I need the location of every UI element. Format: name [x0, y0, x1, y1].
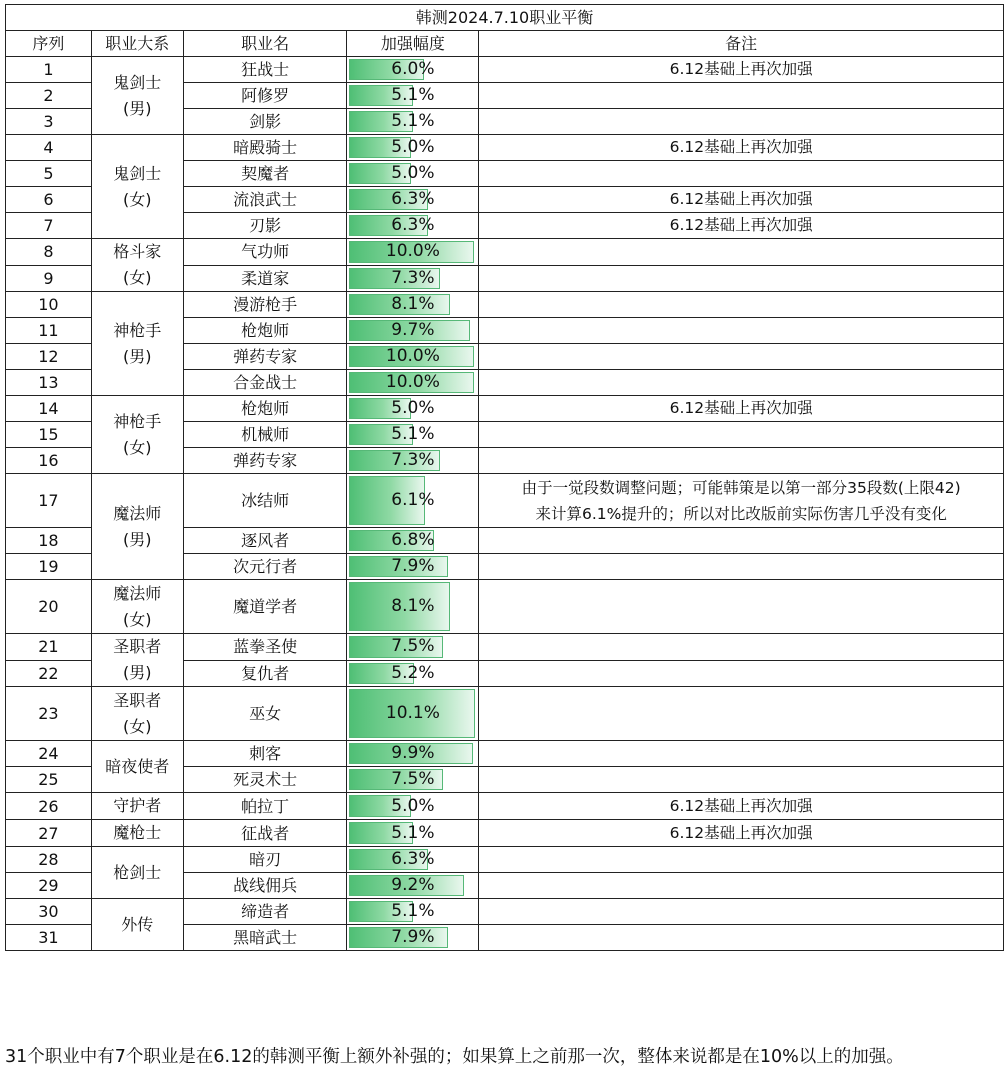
pct-value: 6.8%	[391, 530, 435, 550]
row-class-name: 漫游枪手	[183, 292, 347, 318]
note-text: 6.12基础上再次加强	[669, 60, 813, 78]
table-row	[6, 793, 1004, 820]
row-seq: 3	[6, 109, 92, 135]
row-note	[479, 292, 1004, 318]
category-label: 神枪手 (女)	[113, 411, 162, 457]
header-name: 职业名	[183, 31, 347, 57]
table-row	[6, 847, 1004, 873]
pct-value: 5.1%	[391, 111, 435, 131]
row-pct-cell	[347, 580, 479, 634]
row-seq: 4	[6, 135, 92, 161]
pct-value: 5.0%	[391, 137, 435, 157]
row-pct-cell	[347, 528, 479, 554]
row-note	[479, 767, 1004, 793]
row-seq: 16	[6, 448, 92, 474]
row-note	[479, 660, 1004, 687]
note-text: 6.12基础上再次加强	[669, 190, 813, 208]
row-pct-cell	[347, 83, 479, 109]
row-note	[479, 370, 1004, 396]
row-seq: 23	[6, 687, 92, 741]
row-category	[91, 580, 183, 634]
row-class-name: 合金战士	[183, 370, 347, 396]
row-note	[479, 820, 1004, 847]
row-pct-cell	[347, 660, 479, 687]
row-pct-cell	[347, 265, 479, 292]
row-pct-cell	[347, 820, 479, 847]
row-category	[91, 239, 183, 292]
row-seq: 13	[6, 370, 92, 396]
pct-value: 7.5%	[391, 636, 435, 657]
row-class-name: 战线佣兵	[183, 873, 347, 899]
row-pct-cell	[347, 109, 479, 135]
row-seq: 10	[6, 292, 92, 318]
row-seq: 18	[6, 528, 92, 554]
row-seq: 7	[6, 213, 92, 239]
pct-value: 5.0%	[391, 795, 435, 816]
row-seq: 6	[6, 187, 92, 213]
pct-value: 10.1%	[385, 703, 440, 723]
row-category	[91, 793, 183, 820]
row-seq: 15	[6, 422, 92, 448]
row-note	[479, 554, 1004, 580]
row-pct-cell	[347, 741, 479, 767]
footer-note: 31个职业中有7个职业是在6.12的韩测平衡上额外补强的；如果算上之前那一次，整体来说都是在10%以上的加强。	[5, 1047, 904, 1067]
row-pct-cell	[347, 370, 479, 396]
pct-value: 9.2%	[391, 875, 435, 895]
pct-value: 5.1%	[391, 822, 435, 843]
pct-value: 9.7%	[391, 320, 435, 340]
row-note	[479, 925, 1004, 951]
row-class-name: 蓝拳圣使	[183, 634, 347, 661]
header-note: 备注	[479, 31, 1004, 57]
row-pct-cell	[347, 767, 479, 793]
pct-value: 7.3%	[391, 450, 435, 470]
pct-value: 6.3%	[391, 215, 435, 235]
pct-value: 8.1%	[391, 294, 435, 314]
row-seq: 20	[6, 580, 92, 634]
row-note	[479, 187, 1004, 213]
table-title: 韩测2024.7.10职业平衡	[6, 5, 1004, 31]
row-class-name: 枪炮师	[183, 396, 347, 422]
table-row	[6, 135, 1004, 161]
category-label: 格斗家 (女)	[113, 242, 162, 287]
row-pct-cell	[347, 793, 479, 820]
row-category	[91, 741, 183, 793]
row-seq: 28	[6, 847, 92, 873]
row-note	[479, 873, 1004, 899]
header-pct: 加强幅度	[347, 31, 479, 57]
row-pct-cell	[347, 57, 479, 83]
pct-value: 8.1%	[391, 596, 435, 616]
row-note	[479, 580, 1004, 634]
row-class-name: 机械师	[183, 422, 347, 448]
category-label: 神枪手 (男)	[113, 320, 162, 366]
row-class-name: 黑暗武士	[183, 925, 347, 951]
row-note	[479, 528, 1004, 554]
note-text: 6.12基础上再次加强	[669, 399, 813, 417]
row-seq: 9	[6, 265, 92, 292]
row-pct-cell	[347, 873, 479, 899]
pct-value: 6.3%	[391, 189, 435, 209]
balance-table	[5, 4, 1004, 951]
row-category	[91, 634, 183, 687]
pct-value: 5.0%	[391, 163, 435, 183]
row-class-name: 暗刃	[183, 847, 347, 873]
row-class-name: 契魔者	[183, 161, 347, 187]
row-pct-cell	[347, 899, 479, 925]
row-note	[479, 239, 1004, 266]
row-category	[91, 687, 183, 741]
note-text: 6.12基础上再次加强	[669, 138, 813, 156]
table-row	[6, 687, 1004, 741]
row-seq: 29	[6, 873, 92, 899]
row-class-name: 巫女	[183, 687, 347, 741]
row-class-name: 弹药专家	[183, 344, 347, 370]
pct-value: 10.0%	[385, 241, 440, 262]
row-seq: 12	[6, 344, 92, 370]
category-label: 鬼剑士 (女)	[113, 163, 162, 209]
row-note	[479, 899, 1004, 925]
row-note	[479, 83, 1004, 109]
row-pct-cell	[347, 847, 479, 873]
note-text: 6.12基础上再次加强	[669, 823, 813, 842]
row-pct-cell	[347, 318, 479, 344]
category-label: 圣职者 (女)	[113, 690, 162, 736]
row-class-name: 魔道学者	[183, 580, 347, 634]
row-seq: 5	[6, 161, 92, 187]
row-note	[479, 344, 1004, 370]
row-note	[479, 793, 1004, 820]
table-row	[6, 634, 1004, 661]
category-label: 枪剑士	[113, 862, 162, 882]
row-note	[479, 422, 1004, 448]
row-class-name: 暗殿骑士	[183, 135, 347, 161]
table-row	[6, 899, 1004, 925]
row-seq: 30	[6, 899, 92, 925]
row-note	[479, 161, 1004, 187]
row-seq: 24	[6, 741, 92, 767]
row-note	[479, 741, 1004, 767]
row-seq: 31	[6, 925, 92, 951]
note-text: 6.12基础上再次加强	[669, 216, 813, 234]
row-pct-cell	[347, 239, 479, 266]
table-row	[6, 741, 1004, 767]
row-category	[91, 135, 183, 239]
pct-value: 6.1%	[391, 490, 435, 510]
row-class-name: 剑影	[183, 109, 347, 135]
row-seq: 19	[6, 554, 92, 580]
pct-value: 7.9%	[391, 927, 435, 947]
row-class-name: 死灵术士	[183, 767, 347, 793]
category-label: 暗夜使者	[105, 756, 170, 776]
row-pct-cell	[347, 344, 479, 370]
row-pct-cell	[347, 292, 479, 318]
pct-value: 7.5%	[391, 769, 435, 789]
row-class-name: 柔道家	[183, 265, 347, 292]
row-note	[479, 396, 1004, 422]
row-pct-cell	[347, 474, 479, 528]
row-class-name: 复仇者	[183, 660, 347, 687]
category-label: 圣职者 (男)	[113, 637, 162, 682]
balance-sheet	[5, 4, 1004, 951]
row-pct-cell	[347, 925, 479, 951]
row-pct-cell	[347, 634, 479, 661]
row-note	[479, 448, 1004, 474]
row-pct-cell	[347, 213, 479, 239]
row-category	[91, 57, 183, 135]
row-category	[91, 899, 183, 951]
table-row	[6, 57, 1004, 83]
row-class-name: 冰结师	[183, 474, 347, 528]
pct-value: 5.1%	[391, 424, 435, 444]
row-class-name: 枪炮师	[183, 318, 347, 344]
row-seq: 17	[6, 474, 92, 528]
row-class-name: 刺客	[183, 741, 347, 767]
category-label: 魔法师 (男)	[113, 503, 162, 549]
pct-value: 5.2%	[391, 662, 435, 683]
pct-value: 10.0%	[385, 372, 440, 392]
pct-value: 5.0%	[391, 398, 435, 418]
row-class-name: 缔造者	[183, 899, 347, 925]
header-seq: 序列	[6, 31, 92, 57]
row-class-name: 刃影	[183, 213, 347, 239]
row-seq: 22	[6, 660, 92, 687]
row-pct-cell	[347, 396, 479, 422]
row-category	[91, 396, 183, 474]
row-note	[479, 634, 1004, 661]
row-note	[479, 57, 1004, 83]
row-seq: 21	[6, 634, 92, 661]
row-category	[91, 847, 183, 899]
row-pct-cell	[347, 161, 479, 187]
row-seq: 11	[6, 318, 92, 344]
pct-value: 5.1%	[391, 901, 435, 921]
table-row	[6, 396, 1004, 422]
row-seq: 14	[6, 396, 92, 422]
row-class-name: 弹药专家	[183, 448, 347, 474]
row-pct-cell	[347, 135, 479, 161]
row-class-name: 狂战士	[183, 57, 347, 83]
row-category	[91, 292, 183, 396]
row-seq: 8	[6, 239, 92, 266]
pct-value: 7.9%	[391, 556, 435, 576]
pct-value: 6.3%	[391, 849, 435, 869]
row-category	[91, 474, 183, 580]
category-label: 魔枪士	[113, 823, 162, 842]
row-category	[91, 820, 183, 847]
row-note	[479, 265, 1004, 292]
category-label: 外传	[121, 914, 154, 934]
header-category: 职业大系	[91, 31, 183, 57]
row-class-name: 气功师	[183, 239, 347, 266]
category-label: 魔法师 (女)	[113, 583, 162, 629]
pct-value: 10.0%	[385, 346, 440, 366]
row-seq: 2	[6, 83, 92, 109]
pct-value: 7.3%	[391, 267, 435, 288]
pct-value: 9.9%	[391, 743, 435, 763]
row-note	[479, 318, 1004, 344]
row-class-name: 逐风者	[183, 528, 347, 554]
row-pct-cell	[347, 687, 479, 741]
table-row	[6, 292, 1004, 318]
row-note	[479, 135, 1004, 161]
row-pct-cell	[347, 187, 479, 213]
pct-value: 6.0%	[391, 59, 435, 79]
row-seq: 25	[6, 767, 92, 793]
row-note	[479, 213, 1004, 239]
row-pct-cell	[347, 422, 479, 448]
row-class-name: 征战者	[183, 820, 347, 847]
row-class-name: 次元行者	[183, 554, 347, 580]
row-seq: 27	[6, 820, 92, 847]
category-label: 守护者	[113, 796, 162, 815]
table-row	[6, 580, 1004, 634]
note-text: 由于一觉段数调整问题；可能韩策是以第一部分35段数(上限42) 来计算6.1%提升的；所以对比改版前实际伤害几乎没有变化	[521, 478, 961, 523]
row-seq: 26	[6, 793, 92, 820]
table-row	[6, 239, 1004, 266]
category-label: 鬼剑士 (男)	[113, 72, 162, 118]
row-note	[479, 847, 1004, 873]
row-seq: 1	[6, 57, 92, 83]
table-row	[6, 474, 1004, 528]
table-row	[6, 820, 1004, 847]
row-class-name: 帕拉丁	[183, 793, 347, 820]
row-class-name: 阿修罗	[183, 83, 347, 109]
note-text: 6.12基础上再次加强	[669, 796, 813, 815]
row-pct-cell	[347, 554, 479, 580]
pct-value: 5.1%	[391, 85, 435, 105]
row-note	[479, 687, 1004, 741]
row-class-name: 流浪武士	[183, 187, 347, 213]
row-note	[479, 109, 1004, 135]
row-pct-cell	[347, 448, 479, 474]
row-note	[479, 474, 1004, 528]
